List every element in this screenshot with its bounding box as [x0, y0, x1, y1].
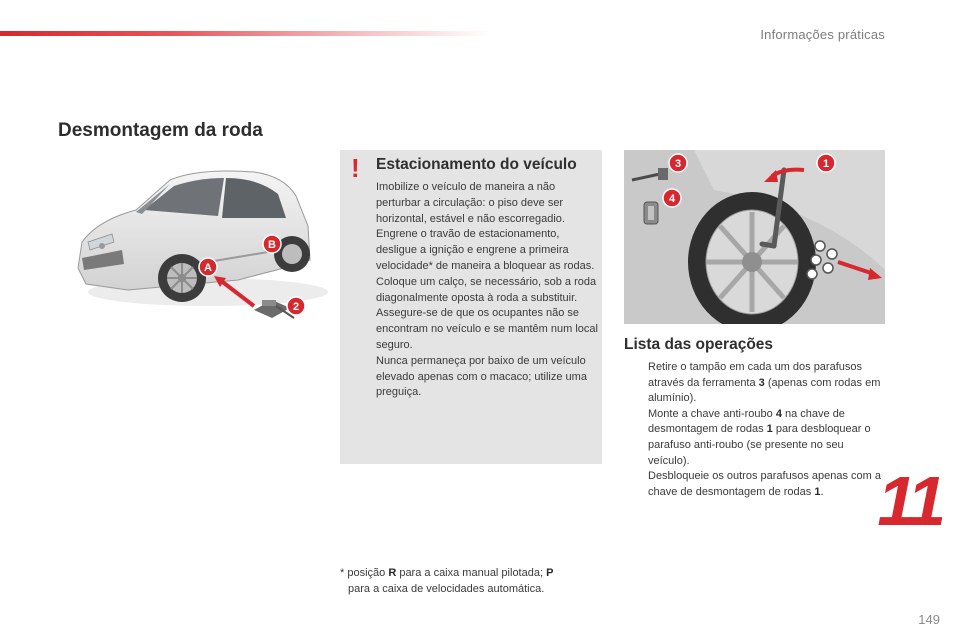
warning-icon: !: [351, 153, 360, 183]
wheel-illustration: [624, 150, 885, 324]
warning-panel: [340, 150, 602, 464]
label-1: 1: [822, 158, 830, 170]
page-title: Desmontagem da roda: [58, 120, 263, 141]
warning-paragraph: Assegure-se de que os ocupantes não se encontram no veículo e se mantêm num local seguro.: [376, 307, 598, 351]
warning-paragraph: Nunca permaneça por baixo de um veículo elevado apenas com o macaco; utilize uma preguiça.: [376, 354, 587, 399]
warning-title: Estacionamento do veículo: [376, 156, 577, 173]
operations-title: Lista das operações: [624, 336, 774, 353]
warning-paragraph: Imobilize o veículo de maneira a não perturbar a circulação: o piso deve ser horizontal, estável e não escorregadio.: [376, 181, 565, 225]
page-number: 149: [918, 612, 940, 627]
list-item: Retire o tampão em cada um dos parafusos através da ferramenta 3 (apenas com rodas em alumínio).: [648, 361, 881, 405]
header-accent-bar: [0, 31, 490, 36]
car-illustration: [58, 150, 330, 320]
label-4: 4: [668, 193, 676, 205]
label-3: 3: [674, 158, 682, 170]
chapter-title: Informações práticas: [760, 27, 885, 42]
label-b: B: [268, 239, 276, 251]
list-item: Monte a chave anti-roubo 4 na chave de desmontagem de rodas 1 para desbloquear o parafuso anti-roubo (se presente no seu veículo).: [648, 407, 871, 467]
label-2: 2: [292, 301, 300, 313]
warning-paragraph: Engrene o travão de estacionamento, desligue a ignição e engrene a primeira velocidade* de maneira a bloquear as rodas.: [376, 228, 595, 272]
list-item: Desbloqueie os outros parafusos apenas com a chave de desmontagem de rodas 1.: [648, 470, 881, 498]
label-a: A: [204, 262, 212, 274]
warning-paragraph: Coloque um calço, se necessário, sob a roda diagonalmente oposta à roda a substituir.: [376, 275, 597, 304]
chapter-number: 11: [877, 462, 942, 540]
operations-list: [624, 360, 886, 500]
footnote: * posição R para a caixa manual pilotada; P para a caixa de velocidades automática.: [340, 567, 554, 595]
warning-body: [376, 180, 598, 401]
